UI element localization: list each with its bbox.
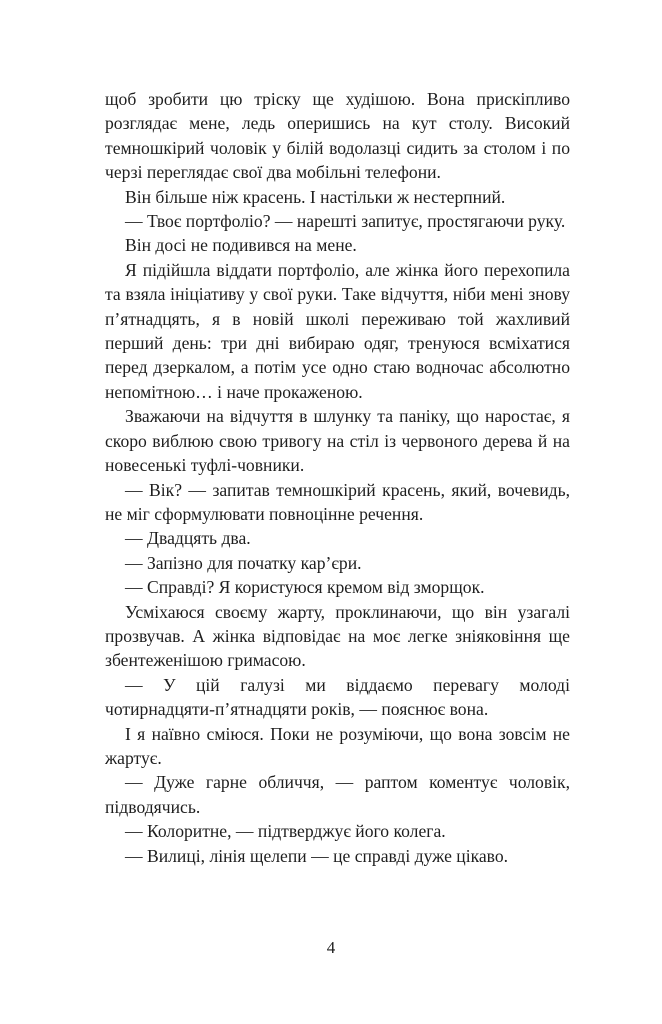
dialogue-line: — Двадцять два. [125,528,251,549]
paragraph: Я підійшла віддати портфоліо, але жінка його перехопила та взяла ініціативу у свої руки. Таке відчуття, ніби мені знову п’ятнадцять, я в новій школі переживаю той жахливий перший день: три дні вибираю одяг, тренуюся всміхатися перед дзеркалом, а потім усе одно стаю водночас абсолютно непомітною… і наче прокаженою. [105,259,570,402]
paragraph: Він більше ніж красень. І настільки ж нестерпний. [125,186,506,207]
dialogue-line: — Вилиці, лінія щелепи — це справді дуже цікаво. [125,845,509,866]
paragraph: Зважаючи на відчуття в шлунку та паніку, що наростає, я скоро виблюю свою тривогу на стіл із червоного дерева й на новесенькі туфлі-човники. [105,406,570,476]
dialogue-line: — Запізно для початку кар’єри. [125,552,362,573]
paragraph-continuation: щоб зробити цю тріску ще худішою. Вона прискіпливо розглядає мене, ледь оперишись на кут столу. Високий темношкірий чоловік у білій водолазці сидить за столом і по черзі переглядає свої два мобільні телефони. [105,89,570,183]
dialogue-line: — Справді? Я користуюся кремом від зморщок. [125,577,485,598]
dialogue-line: — У цій галузі ми віддаємо перевагу молоді чотирнадцяти-п’ятнадцяти років, — пояснює вона. [105,674,570,720]
page-number: 4 [326,938,336,957]
dialogue-line: — Твоє портфоліо? — нарешті запитує, простягаючи руку. [125,211,566,232]
body-text [105,87,570,868]
paragraph: Усміхаюся своєму жарту, проклинаючи, що він узагалі прозвучав. А жінка відповідає на моє легке зніяковіння ще збентеженішою гримасою. [105,601,570,671]
dialogue-line: — Колоритне, — підтверджує його колега. [125,821,446,842]
paragraph: Він досі не подивився на мене. [125,235,357,256]
paragraph: І я наївно сміюся. Поки не розуміючи, що вона зовсім не жартує. [105,723,570,768]
dialogue-line: — Дуже гарне обличчя, — раптом коментує чоловік, підводячись. [105,772,570,817]
dialogue-line: — Вік? — запитав темношкірий красень, який, вочевидь, не міг сформулювати повноцінне речення. [105,479,570,524]
